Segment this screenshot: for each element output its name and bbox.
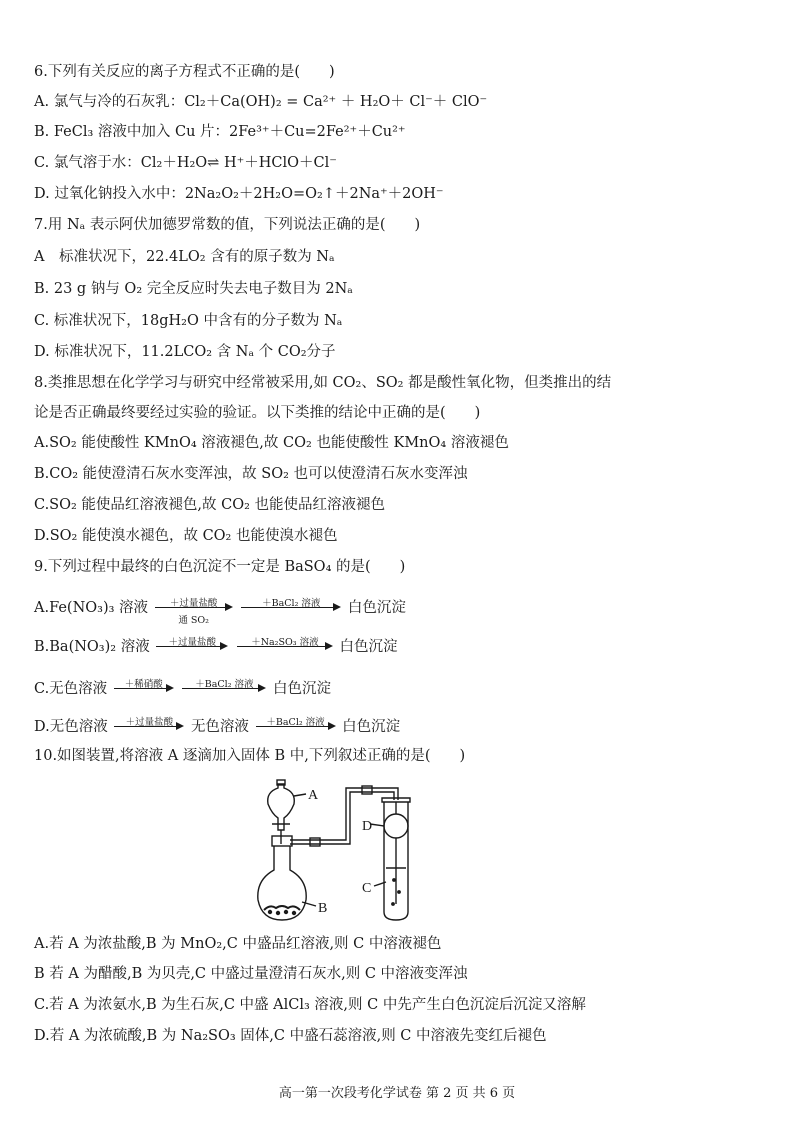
label-d: D <box>362 819 373 834</box>
q10-option-b: B 若 A 为醋酸,B 为贝壳,C 中盛过量澄清石灰水,则 C 中溶液变浑浊 <box>34 966 468 982</box>
label-a: A <box>308 788 319 803</box>
q10-option-d: D.若 A 为浓硫酸,B 为 Na₂SO₃ 固体,C 中盛石蕊溶液,则 C 中溶液先变红后褪色 <box>34 1028 547 1044</box>
round-bottom-flask <box>258 836 306 920</box>
q9-c-end: 白色沉淀 <box>273 681 332 697</box>
delivery-tube <box>290 786 398 846</box>
q9-option-b <box>34 634 398 660</box>
q8-stem-line1: 8.类推思想在化学学习与研究中经常被采用,如 CO₂、SO₂ 都是酸性氧化物，但类推出的结 <box>34 375 612 391</box>
apparatus-diagram <box>250 772 450 924</box>
q6-option-a: A. 氯气与冷的石灰乳：Cl₂＋Ca(OH)₂ = Ca²⁺ ＋ H₂O＋ Cl⁻＋ ClO⁻ <box>34 94 488 110</box>
q10-option-a: A.若 A 为浓盐酸,B 为 MnO₂,C 中盛品红溶液,则 C 中溶液褪色 <box>34 936 442 952</box>
q9-d-mid: 无色溶液 <box>190 719 249 735</box>
q9-a-arrow1 <box>155 595 233 626</box>
q7-stem: 7.用 Nₐ 表示阿伏加德罗常数的值，下列说法正确的是( ) <box>34 217 421 233</box>
q9-option-c <box>34 676 331 702</box>
q7-option-c: C. 标准状况下，18gH₂O 中含有的分子数为 Nₐ <box>34 313 343 329</box>
label-c: C <box>362 881 372 896</box>
q9-d-arrow1-top: ＋过量盐酸 <box>125 717 174 728</box>
q6-option-d: D. 过氧化钠投入水中：2Na₂O₂＋2H₂O=O₂↑＋2Na⁺＋2OH⁻ <box>34 186 444 202</box>
q8-option-b: B.CO₂ 能使澄清石灰水变浑浊，故 SO₂ 也可以使澄清石灰水变浑浊 <box>34 466 468 482</box>
q7-option-d: D. 标准状况下，11.2LCO₂ 含 Nₐ 个 CO₂分子 <box>34 344 336 360</box>
q9-c-arrow2 <box>182 676 266 702</box>
q9-b-label: B.Ba(NO₃)₂ 溶液 <box>34 639 150 655</box>
q9-b-arrow1 <box>156 634 228 660</box>
q9-a-label: A.Fe(NO₃)₃ 溶液 <box>34 600 149 616</box>
label-b: B <box>318 901 328 916</box>
q7-option-a: A 标准状况下，22.4LO₂ 含有的原子数为 Nₐ <box>34 249 335 265</box>
q9-a-arrow1-bottom: 通 SO₂ <box>178 615 209 626</box>
q9-a-arrow2 <box>241 595 341 621</box>
q9-option-a <box>34 595 406 626</box>
page-footer: 高一第一次段考化学试卷 第 2 页 共 6 页 <box>278 1086 516 1101</box>
separatory-funnel <box>268 780 295 844</box>
q9-c-arrow2-top: ＋BaCl₂ 溶液 <box>195 679 254 690</box>
q9-c-label: C.无色溶液 <box>34 681 108 697</box>
q9-b-arrow2-top: ＋Na₂SO₃ 溶液 <box>251 637 319 648</box>
q10-stem: 10.如图装置,将溶液 A 逐滴加入固体 B 中,下列叙述正确的是( ) <box>34 748 466 764</box>
q7-option-b: B. 23 g 钠与 O₂ 完全反应时失去电子数目为 2Nₐ <box>34 281 353 297</box>
q9-d-arrow2 <box>256 714 336 740</box>
q6-option-c: C. 氯气溶于水：Cl₂＋H₂O⇌ H⁺＋HClO＋Cl⁻ <box>34 155 337 171</box>
q9-a-arrow2-top: ＋BaCl₂ 溶液 <box>262 598 321 609</box>
q8-stem-line2: 论是否正确最终要经过实验的验证。以下类推的结论中正确的是( ) <box>34 405 481 421</box>
q9-c-arrow1 <box>114 676 174 702</box>
q6-stem: 6.下列有关反应的离子方程式不正确的是( ) <box>34 64 335 80</box>
q9-b-arrow2 <box>237 634 333 660</box>
q9-c-arrow1-top: ＋稀硝酸 <box>124 679 163 690</box>
q9-a-arrow1-top: ＋过量盐酸 <box>169 598 218 609</box>
q9-d-label: D.无色溶液 <box>34 719 108 735</box>
q10-option-c: C.若 A 为浓氨水,B 为生石灰,C 中盛 AlCl₃ 溶液,则 C 中先产生白色沉淀后沉淀又溶解 <box>34 997 586 1013</box>
q9-d-arrow1 <box>114 714 184 740</box>
test-tube <box>382 798 410 920</box>
q9-option-d <box>34 714 400 740</box>
q8-option-c: C.SO₂ 能使品红溶液褪色,故 CO₂ 也能使品红溶液褪色 <box>34 497 386 513</box>
q9-b-end: 白色沉淀 <box>339 639 398 655</box>
q9-stem: 9.下列过程中最终的白色沉淀不一定是 BaSO₄ 的是( ) <box>34 559 406 575</box>
q8-option-a: A.SO₂ 能使酸性 KMnO₄ 溶液褪色,故 CO₂ 也能使酸性 KMnO₄ 溶液褪色 <box>34 435 509 451</box>
q9-b-arrow1-top: ＋过量盐酸 <box>168 637 217 648</box>
q8-option-d: D.SO₂ 能使溴水褪色，故 CO₂ 也能使溴水褪色 <box>34 528 338 544</box>
q9-a-end: 白色沉淀 <box>347 600 406 616</box>
q9-d-end: 白色沉淀 <box>342 719 401 735</box>
q6-option-b: B. FeCl₃ 溶液中加入 Cu 片：2Fe³⁺＋Cu=2Fe²⁺＋Cu²⁺ <box>34 124 406 140</box>
q9-d-arrow2-top: ＋BaCl₂ 溶液 <box>266 717 325 728</box>
